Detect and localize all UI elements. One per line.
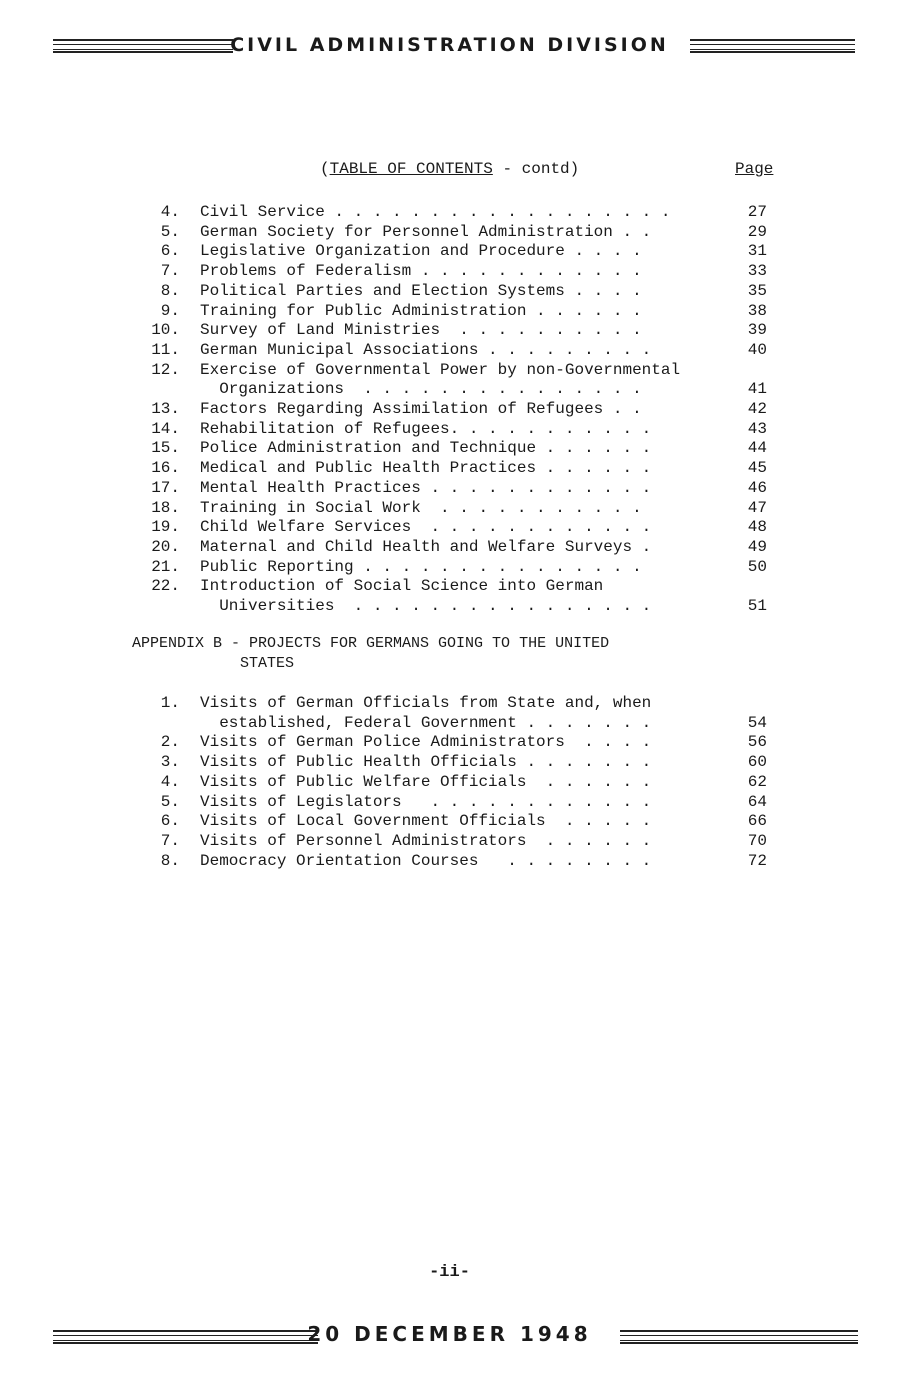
toc-entry-number: 13. <box>151 400 180 418</box>
appendix-entry-number: 1. <box>160 694 180 712</box>
toc-entry-page: 47 <box>747 498 767 517</box>
toc-entry-number: 6. <box>160 242 180 261</box>
toc-entry-title: Medical and Public Health Practices . . . . . . <box>200 459 652 478</box>
appendix-entry-title: Visits of German Police Administrators . . . . <box>200 733 652 752</box>
appendix-entry-page: 54 <box>747 713 767 732</box>
appendix-entry-page: 70 <box>747 831 767 850</box>
toc-entry-number: 4. <box>160 203 180 221</box>
toc-entry-title: Training in Social Work . . . . . . . . . . . <box>200 498 642 517</box>
toc-entry-page: 33 <box>747 262 767 281</box>
appendix-entry-page: 62 <box>747 772 767 791</box>
toc-entry-title: German Society for Personnel Administration . . <box>200 222 652 241</box>
toc-entry-title: Political Parties and Election Systems . . . . <box>200 281 642 300</box>
appendix-entry-number: 8. <box>160 851 180 870</box>
footer-rule-right <box>620 1330 858 1344</box>
toc-heading-suffix: - contd) <box>492 160 580 178</box>
toc-entry-title: Problems of Federalism . . . . . . . . . . . . <box>200 262 642 281</box>
appendix-heading <box>132 634 609 674</box>
toc-entry-number: 8. <box>160 281 180 300</box>
appendix-entry-title: Visits of German Officials from State and, when <box>200 694 652 712</box>
toc-entry-number: 5. <box>160 222 180 241</box>
toc-entry-page: 41 <box>747 380 767 399</box>
appendix-entry-number: 2. <box>160 733 180 752</box>
toc-entry-page: 39 <box>747 321 767 340</box>
appendix-entry-number: 5. <box>160 792 180 811</box>
toc-entry-page: 46 <box>747 478 767 497</box>
toc-entry-page: 40 <box>747 340 767 359</box>
toc-entry-title: Training for Public Administration . . . . . . <box>200 301 642 320</box>
toc-entry-title: Factors Regarding Assimilation of Refugees . . <box>200 400 642 418</box>
toc-entry-page: 29 <box>747 222 767 241</box>
toc-entry-title: Legislative Organization and Procedure . . . . <box>200 242 642 261</box>
toc-entry-number: 16. <box>151 459 180 478</box>
toc-entry-number: 20. <box>151 537 180 556</box>
toc-entry-number: 9. <box>160 301 180 320</box>
toc-entry-number: 18. <box>151 498 180 517</box>
toc-entry-page: 48 <box>747 518 767 537</box>
header-rule-right <box>690 39 855 53</box>
appendix-heading-line1: APPENDIX B - PROJECTS FOR GERMANS GOING TO THE UNITED <box>132 635 610 652</box>
page-number: -ii- <box>429 1263 470 1282</box>
toc-heading-title: TABLE OF CONTENTS <box>329 160 493 178</box>
toc-entry-title: Mental Health Practices . . . . . . . . . . . . <box>200 478 652 497</box>
appendix-entry-title: Visits of Legislators . . . . . . . . . . . . <box>200 792 652 811</box>
appendix-entry-number: 7. <box>160 831 180 850</box>
page-column-label: Page <box>735 160 774 178</box>
toc-entry-title: Rehabilitation of Refugees. . . . . . . . . . . <box>200 419 652 438</box>
toc-entry-page: 51 <box>747 597 767 615</box>
toc-entry-page: 27 <box>747 203 767 221</box>
appendix-entry-title: Visits of Public Welfare Officials . . . . . . <box>200 772 652 791</box>
toc-entry-title: German Municipal Associations . . . . . . . . . <box>200 340 652 359</box>
toc-entry-title: Organizations . . . . . . . . . . . . . . . <box>200 380 642 399</box>
toc-entry-number: 10. <box>151 321 180 340</box>
appendix-entry-page: 66 <box>747 812 767 831</box>
toc-entry-number: 15. <box>151 439 180 458</box>
toc-entry-title: Civil Service . . . . . . . . . . . . . . . . . . <box>200 203 671 221</box>
toc-entry-title: Universities . . . . . . . . . . . . . . . . <box>200 597 652 615</box>
toc-entry-number: 22. <box>151 577 180 596</box>
toc-entry-title: Introduction of Social Science into German <box>200 577 604 596</box>
division-title: CIVIL ADMINISTRATION DIVISION <box>230 34 669 56</box>
toc-entry-page: 45 <box>747 459 767 478</box>
toc-entry-page: 44 <box>747 439 767 458</box>
toc-entry-number: 21. <box>151 557 180 576</box>
appendix-entry-title: Visits of Personnel Administrators . . . . . . <box>200 831 652 850</box>
toc-entry-page: 50 <box>747 557 767 576</box>
toc-entry-title: Public Reporting . . . . . . . . . . . . . . . <box>200 557 642 576</box>
toc-entry-title: Police Administration and Technique . . . . . . <box>200 439 652 458</box>
toc-entry-title: Survey of Land Ministries . . . . . . . . . . <box>200 321 642 340</box>
appendix-entry-title: Visits of Local Government Officials . . . . . <box>200 812 652 831</box>
appendix-entry-number: 3. <box>160 753 180 772</box>
toc-entry-title: Maternal and Child Health and Welfare Surveys . <box>200 537 652 556</box>
toc-heading <box>320 160 579 178</box>
toc-entry-number: 17. <box>151 478 180 497</box>
toc-entry-page: 35 <box>747 281 767 300</box>
appendix-entry-page: 64 <box>747 792 767 811</box>
toc-entry-title: Exercise of Governmental Power by non-Governmental <box>200 360 681 379</box>
toc-entry-number: 12. <box>151 360 180 379</box>
toc-entry-number: 7. <box>160 262 180 281</box>
appendix-entry-number: 4. <box>160 772 180 791</box>
toc-entry-page: 31 <box>747 242 767 261</box>
appendix-entry-page: 72 <box>747 851 767 870</box>
appendix-entry-page: 60 <box>747 753 767 772</box>
toc-entry-number: 19. <box>151 518 180 537</box>
appendix-entry-title: Visits of Public Health Officials . . . . . . . <box>200 753 652 772</box>
footer-date: 20 DECEMBER 1948 <box>307 1322 592 1346</box>
appendix-entry-title: established, Federal Government . . . . . . . <box>200 713 652 732</box>
toc-heading-open: ( <box>320 160 330 178</box>
toc-entry-page: 42 <box>747 400 767 418</box>
toc-entry-page: 43 <box>747 419 767 438</box>
appendix-heading-line2: STATES <box>132 655 295 672</box>
toc-entry-number: 14. <box>151 419 180 438</box>
toc-entry-page: 38 <box>747 301 767 320</box>
toc-entry-number: 11. <box>151 340 180 359</box>
toc-entry-title: Child Welfare Services . . . . . . . . . . . . <box>200 518 652 537</box>
appendix-entry-title: Democracy Orientation Courses . . . . . . . . <box>200 851 652 870</box>
appendix-entry-page: 56 <box>747 733 767 752</box>
toc-entry-page: 49 <box>747 537 767 556</box>
appendix-entry-number: 6. <box>160 812 180 831</box>
